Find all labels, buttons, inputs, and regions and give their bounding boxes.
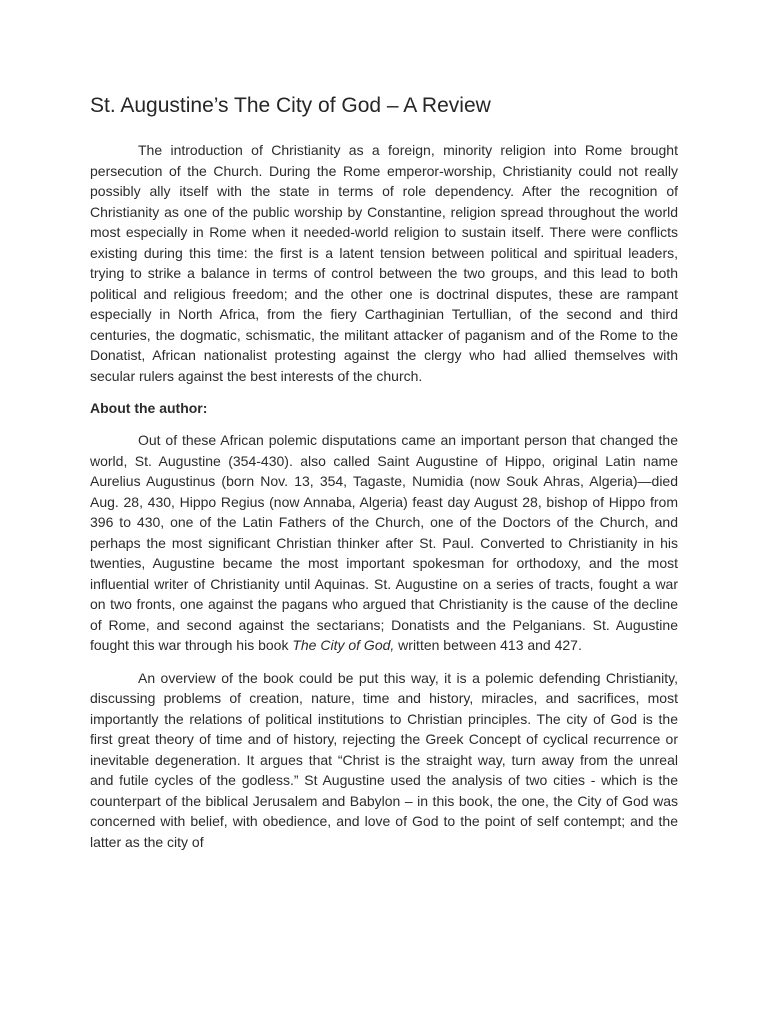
author-paragraph-text: Out of these African polemic disputations came an important person that changed the world, St. Augustine (354-430). also called Saint Augustine of Hippo, original Latin name Aurelius Augustinus (born Nov. 13, 354, Tagaste, Numidia (now Souk Ahras, Algeria)—died Aug. 28, 430, Hippo Regius (now Annaba, Algeria) feast day August 28, bishop of Hippo from 396 to 430, one of the Latin Fathers of the Church, one of the Doctors of the Church, and perhaps the most significant Christian thinker after St. Paul. Converted to Christianity in his twenties, Augustine became the most important spokesman for orthodoxy, and the most influential writer of Christianity until Aquinas. St. Augustine on a series of tracts, fought a war on two fronts, one against the pagans who argued that Christianity is the cause of the decline of Rome, and second against the sectarians; Donatists and the Pelganians. St. Augustine fought this war through his book [90,432,678,653]
author-paragraph-end: written between 413 and 427. [394,637,582,653]
intro-paragraph: The introduction of Christianity as a foreign, minority religion into Rome brought persecution of the Church. During the Rome emperor-worship, Christianity could not really possibly ally itself with the state in terms of role dependency. After the recognition of Christianity as one of the public worship by Constantine, religion spread throughout the world most especially in Rome when it needed-world religion to sustain itself. There were conflicts existing during this time: the first is a latent tension between political and spiritual leaders, trying to strike a balance in terms of control between the two groups, and this lead to both political and religious freedom; and the other one is doctrinal disputes, these are rampant especially in North Africa, from the fiery Carthaginian Tertullian, of the second and third centuries, the dogmatic, schismatic, the militant attacker of paganism and of the Rome to the Donatist, African nationalist protesting against the clergy who had allied themselves with secular rulers against the best interests of the church. [90,142,678,384]
author-heading: About the author: [90,400,208,416]
document-title: St. Augustine’s The City of God – A Review [90,94,491,117]
document-page [90,92,678,864]
overview-paragraph: An overview of the book could be put this way, it is a polemic defending Christianity, discussing problems of creation, nature, time and history, miracles, and sacrifices, most importantly the relations of political institutions to Christian principles. The city of God is the first great theory of time and of history, rejecting the Greek Concept of cyclical recurrence or inevitable degeneration. It argues that “Christ is the straight way, turn away from the unreal and futile cycles of the godless.” St Augustine used the analysis of two cities - which is the counterpart of the biblical Jerusalem and Babylon – in this book, the one, the City of God was concerned with belief, with obedience, and love of God to the point of self contempt; and the latter as the city of [90,669,678,850]
author-paragraph [90,430,678,656]
book-title-italic: The City of God, [292,637,395,653]
